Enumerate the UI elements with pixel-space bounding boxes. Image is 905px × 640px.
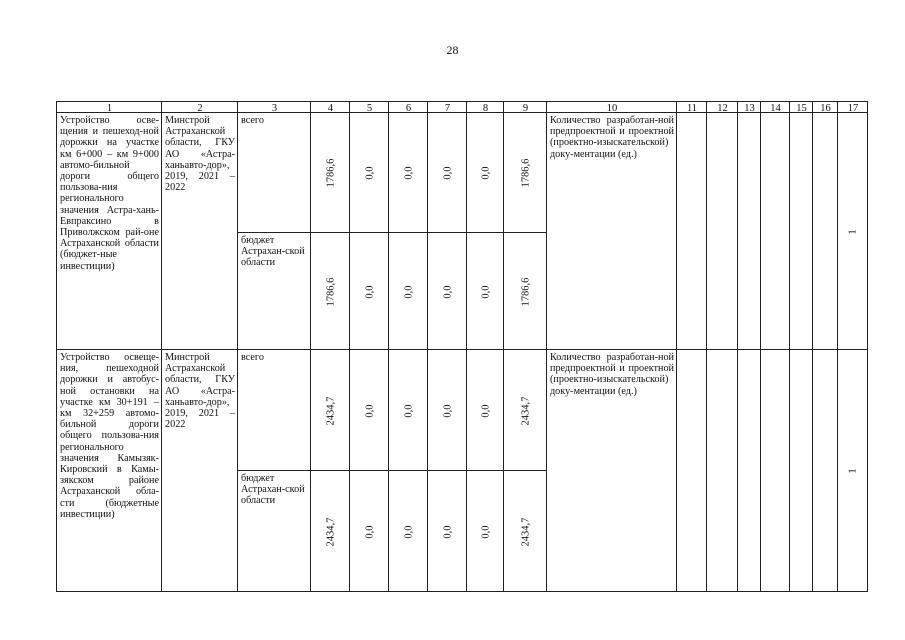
column-header-label: 7 <box>444 103 451 113</box>
indicator-value-cell <box>837 349 868 592</box>
column-header-label: 9 <box>522 103 529 113</box>
column-header-label: 4 <box>327 103 334 113</box>
column-header-label: 5 <box>366 103 373 113</box>
amount-value: 0,0 <box>441 284 453 299</box>
funding-source-cell <box>237 232 311 350</box>
amount-cell <box>349 349 389 471</box>
executor: Минстрой Астраханской области, ГКУ АО «Астра-ханьавто-дор», 2019, 2021 – 2022 <box>165 115 235 194</box>
column-header-label: 10 <box>606 103 618 113</box>
amount-cell <box>388 349 428 471</box>
empty-cell <box>737 349 761 592</box>
amount-cell <box>310 232 350 350</box>
table-border-right <box>867 101 868 592</box>
amount-value: 1786,6 <box>519 277 531 306</box>
amount-cell <box>388 232 428 350</box>
object-name: Устройство осве-щения и пешеход-ной дорожки на участке км 6+000 – км 9+000 автомо-бильной дороги общего пользова-ния регионального значения Астра-хань-Евпраксино в Приволжском рай-оне Астраханской области (бюджет-ные инвестиции) <box>60 115 159 272</box>
column-header-label: 12 <box>717 103 728 113</box>
amount-cell <box>310 112 350 233</box>
amount-cell <box>503 349 547 471</box>
funding-source: всего <box>241 115 264 126</box>
amount-cell <box>310 349 350 471</box>
funding-source: бюджет Астрахан-ской области <box>241 235 305 269</box>
amount-cell <box>466 232 504 350</box>
object-name: Устройство освеще-ния, пешеходной дорожки и автобус-ной остановки на участке км 30+191 – км 32+259 автомо-бильной дороги общего пользова-ния регионального значения Камызяк-Кировский в Камы-зякском районе Астраханской обла-сти (бюджетные инвестиции) <box>60 352 159 520</box>
amount-value: 1786,6 <box>519 158 531 188</box>
amount-cell <box>466 470 504 592</box>
funding-source: всего <box>241 352 264 363</box>
indicator-value: 1 <box>847 228 859 235</box>
amount-value: 0,0 <box>402 166 414 180</box>
empty-cell <box>812 112 838 350</box>
indicator-name: Количество разработан-ной предпроектной и проектной (проектно-изыскательской) доку-ментации (ед.) <box>550 115 674 160</box>
indicator-value: 1 <box>847 468 859 474</box>
funding-source-cell <box>237 470 311 592</box>
amount-value: 0,0 <box>402 284 414 299</box>
amount-value: 0,0 <box>363 166 375 180</box>
column-header-label: 16 <box>820 103 831 113</box>
amount-value: 2434,7 <box>324 517 336 546</box>
amount-value: 0,0 <box>363 284 375 299</box>
object-name-cell <box>56 112 162 350</box>
column-header-label: 15 <box>796 103 807 113</box>
column-header-label: 1 <box>106 103 113 113</box>
table-border-bottom <box>56 591 868 592</box>
indicator-name: Количество разработан-ной предпроектной и проектной (проектно-изыскательской) доку-ментации (ед.) <box>550 352 674 397</box>
amount-value: 0,0 <box>363 524 375 539</box>
column-header-label: 17 <box>847 103 859 113</box>
funding-source-cell <box>237 112 311 233</box>
amount-cell <box>310 470 350 592</box>
amount-cell <box>503 232 547 350</box>
executor-cell <box>161 112 238 350</box>
amount-cell <box>349 232 389 350</box>
column-header-label: 6 <box>405 103 412 113</box>
amount-cell <box>349 470 389 592</box>
empty-cell <box>760 349 790 592</box>
amount-cell <box>427 349 467 471</box>
executor-cell <box>161 349 238 592</box>
indicator-cell <box>546 112 677 350</box>
empty-cell <box>737 112 761 350</box>
amount-cell <box>466 112 504 233</box>
funding-source-cell <box>237 349 311 471</box>
amount-cell <box>503 470 547 592</box>
amount-value: 0,0 <box>479 284 491 299</box>
amount-value: 2434,7 <box>519 396 531 425</box>
empty-cell <box>676 349 707 592</box>
amount-value: 2434,7 <box>519 517 531 546</box>
funding-source: бюджет Астрахан-ской области <box>241 473 305 507</box>
executor: Минстрой Астраханской области, ГКУ АО «Астра-ханьавто-дор», 2019, 2021 – 2022 <box>165 352 235 431</box>
amount-value: 0,0 <box>402 524 414 539</box>
amount-value: 0,0 <box>441 166 453 180</box>
amount-value: 0,0 <box>479 524 491 539</box>
object-name-cell <box>56 349 162 592</box>
empty-cell <box>789 112 813 350</box>
empty-cell <box>706 349 738 592</box>
empty-cell <box>812 349 838 592</box>
column-header-label: 8 <box>482 103 489 113</box>
amount-value: 1786,6 <box>324 158 336 188</box>
indicator-value-cell <box>837 112 868 350</box>
column-header-label: 11 <box>686 103 698 113</box>
amount-value: 1786,6 <box>324 277 336 306</box>
amount-cell <box>427 470 467 592</box>
column-header-label: 13 <box>744 103 755 113</box>
indicator-cell <box>546 349 677 592</box>
column-header-label: 14 <box>770 103 781 113</box>
amount-cell <box>466 349 504 471</box>
page-number: 28 <box>446 43 459 57</box>
amount-value: 0,0 <box>441 524 453 539</box>
amount-cell <box>388 470 428 592</box>
amount-value: 0,0 <box>402 403 414 418</box>
amount-value: 0,0 <box>479 403 491 418</box>
empty-cell <box>760 112 790 350</box>
empty-cell <box>706 112 738 350</box>
amount-cell <box>388 112 428 233</box>
amount-value: 2434,7 <box>324 396 336 425</box>
column-header-label: 2 <box>197 103 203 113</box>
amount-cell <box>427 232 467 350</box>
empty-cell <box>789 349 813 592</box>
amount-cell <box>427 112 467 233</box>
column-header-label: 3 <box>271 103 278 113</box>
amount-value: 0,0 <box>479 166 491 180</box>
amount-value: 0,0 <box>363 403 375 418</box>
amount-cell <box>349 112 389 233</box>
amount-value: 0,0 <box>441 403 453 418</box>
amount-cell <box>503 112 547 233</box>
empty-cell <box>676 112 707 350</box>
